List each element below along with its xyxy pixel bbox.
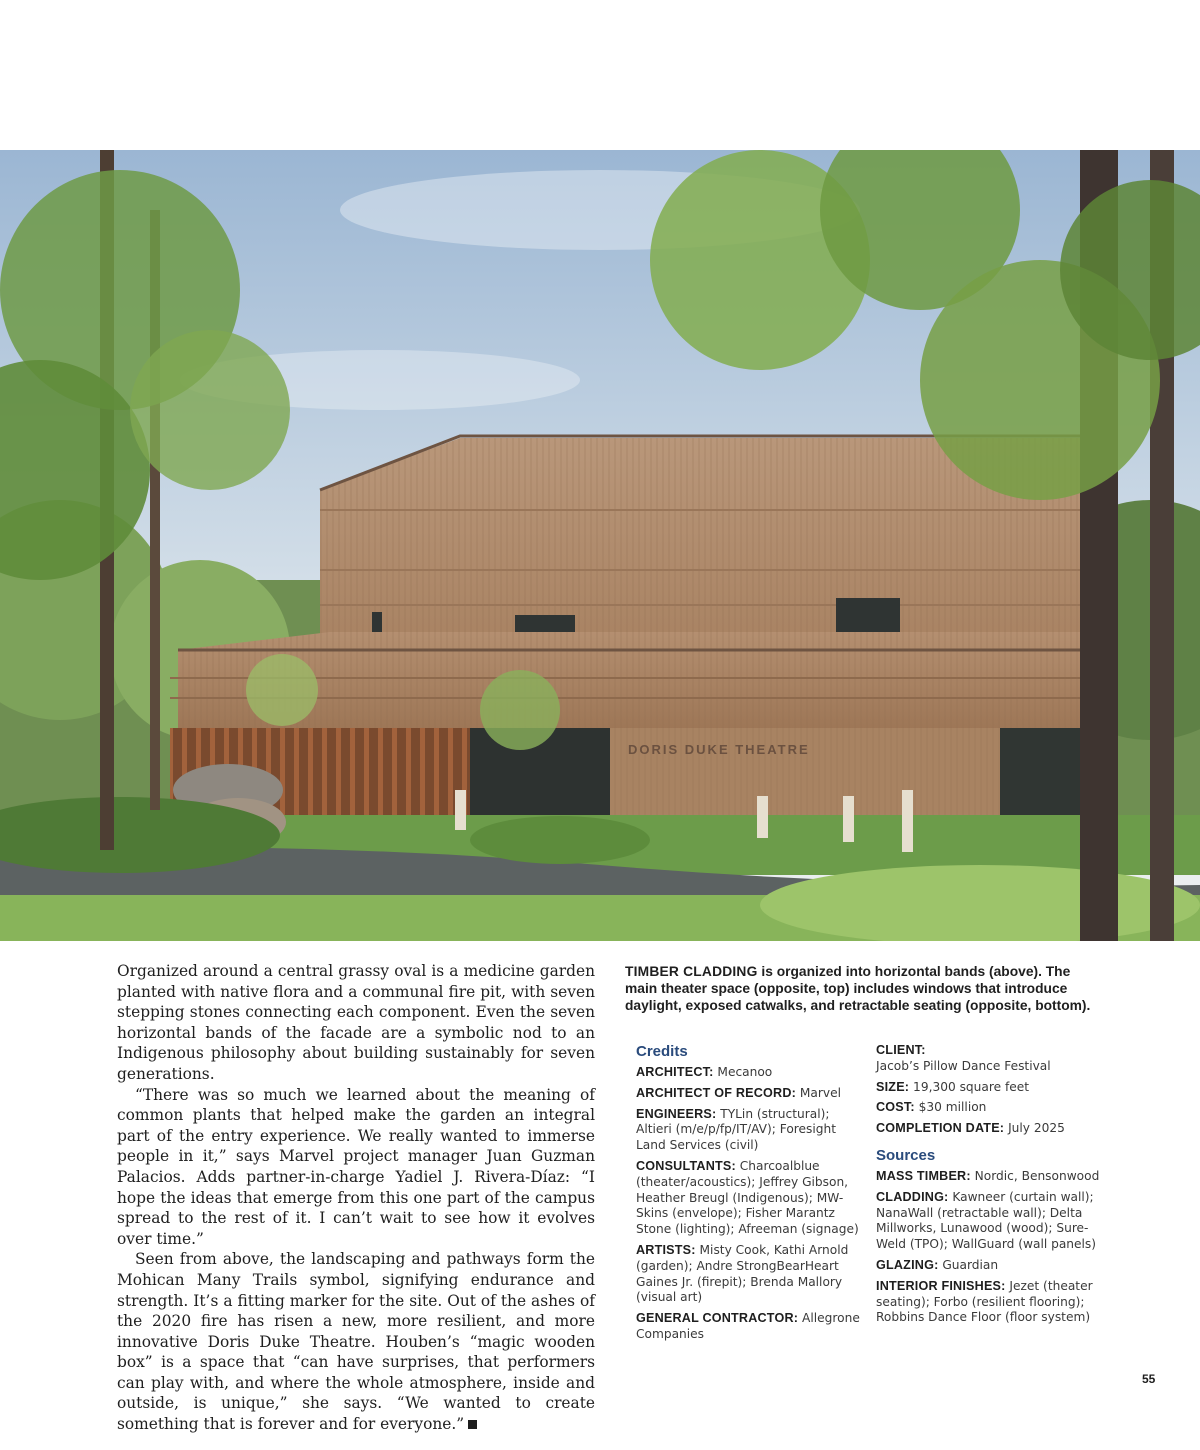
body-paragraph-3-text: Seen from above, the landscaping and pathways form the Mohican Many Trails symbol, signifying endurance and strength. It’s a fitting marker for the site. Out of the ashes of the 2020 fire has risen a new, more resilient, and more innovative Doris Duke Theatre. Houben’s “magic wooden box” is a space that “can have surprises, that performers can play with, and where the whole atmosphere, inside and outside, is unique,” she says. “We wanted to create something that is forever and for everyone.”: [117, 1250, 595, 1434]
credit-entry: [636, 1243, 864, 1306]
credit-value: $30 million: [914, 1100, 987, 1115]
source-value: Nordic, Bensonwood: [970, 1168, 1100, 1183]
sources-title: Sources: [876, 1146, 936, 1164]
source-entry: [876, 1190, 1116, 1253]
credit-label: ENGINEERS:: [636, 1106, 717, 1121]
source-label: CLADDING:: [876, 1189, 949, 1204]
credit-entry: [636, 1311, 864, 1343]
credit-entry: [636, 1065, 864, 1081]
source-label: MASS TIMBER:: [876, 1168, 971, 1183]
credit-value: 19,300 square feet: [909, 1079, 1030, 1094]
body-paragraph-1: Organized around a central grassy oval is a medicine garden planted with native flora and a communal fire pit, with seven stepping stones connecting each component. Even the seven horizontal bands of the facade are a symbolic nod to an Indigenous philosophy about building sustainably for seven generations.: [117, 962, 595, 1083]
credit-label: ARCHITECT OF RECORD:: [636, 1085, 797, 1100]
credit-label: ARCHITECT:: [636, 1065, 714, 1079]
credit-entry: [636, 1107, 864, 1154]
credit-entry: [876, 1121, 1116, 1137]
source-label: GLAZING:: [876, 1257, 939, 1272]
body-paragraph-3: [117, 1249, 595, 1434]
source-value: Guardian: [938, 1257, 999, 1272]
theatre-exterior-illustration: [0, 150, 1200, 941]
credit-value: July 2025: [1004, 1121, 1065, 1136]
source-entry: [876, 1279, 1116, 1326]
credit-entry: [876, 1100, 1116, 1116]
credit-value: Jacob’s Pillow Dance Festival: [876, 1058, 1051, 1073]
caption-lead: TIMBER CLADDING: [625, 964, 758, 979]
body-paragraph-2: “There was so much we learned about the meaning of common plants that helped make the garden an integral part of the entry experience. We really wanted to immerse people in it,” says Marvel project manager Juan Guzman Palacios. Adds partner-in-charge Yadiel J. Rivera-Díaz: “I hope the ideas that emerge from this one part of the campus spread to the rest of it. I can’t wait to see how it evolves over time.”: [117, 1085, 595, 1248]
credit-label: COMPLETION DATE:: [876, 1121, 1005, 1136]
source-value: Jezet (theater seating); Forbo (resilient flooring); Robbins Dance Floor (floor system): [876, 1278, 1093, 1325]
credit-value: TYLin (structural); Altieri (m/e/p/fp/IT/AV); Foresight Land Services (civil): [636, 1106, 836, 1153]
end-mark-icon: [468, 1420, 477, 1429]
source-entry: [876, 1169, 1116, 1185]
credits-column-right: [876, 1043, 1116, 1331]
credits-title: Credits: [636, 1043, 688, 1060]
hero-photo: [0, 150, 1200, 941]
credit-value: Misty Cook, Kathi Arnold (garden); Andre StrongBearHeart Gaines Jr. (firepit); Brenda Mallory (visual art): [636, 1242, 849, 1305]
credit-value: Marvel: [796, 1085, 841, 1100]
credit-label: GENERAL CONTRACTOR:: [636, 1311, 799, 1326]
credit-entry: [636, 1086, 864, 1102]
credit-value: Mecanoo: [713, 1065, 773, 1079]
credit-entry: [876, 1080, 1116, 1096]
building-sign-text: DORIS DUKE THEATRE: [628, 742, 810, 757]
source-label: INTERIOR FINISHES:: [876, 1278, 1006, 1293]
credit-value: Allegrone Companies: [636, 1311, 860, 1341]
credits-column-left: [636, 1043, 864, 1348]
photo-caption: [625, 963, 1095, 1015]
credit-label: ARTISTS:: [636, 1242, 696, 1257]
credit-label: COST:: [876, 1100, 915, 1115]
credit-value: Charcoalblue (theater/acoustics); Jeffrey Gibson, Heather Breugl (Indigenous); MW-Skins (envelope); Fisher Marantz Stone (lighting); Afreeman (signage): [636, 1158, 859, 1237]
article-body: [117, 961, 595, 1435]
credit-label: CLIENT:: [876, 1043, 926, 1057]
credit-label: CONSULTANTS:: [636, 1158, 736, 1173]
credit-label: SIZE:: [876, 1079, 910, 1094]
caption-text: is organized into horizontal bands (above). The main theater space (opposite, top) includes windows that introduce daylight, exposed catwalks, and retractable seating (opposite, bottom).: [625, 964, 1091, 1014]
credit-entry: [876, 1043, 1116, 1075]
source-value: Kawneer (curtain wall); NanaWall (retractable wall); Delta Millworks, Lunawood (wood); Sure-Weld (TPO); WallGuard (wall panels): [876, 1189, 1097, 1252]
page-number: 55: [1142, 1372, 1156, 1386]
credit-entry: [636, 1159, 864, 1238]
source-entry: [876, 1258, 1116, 1274]
